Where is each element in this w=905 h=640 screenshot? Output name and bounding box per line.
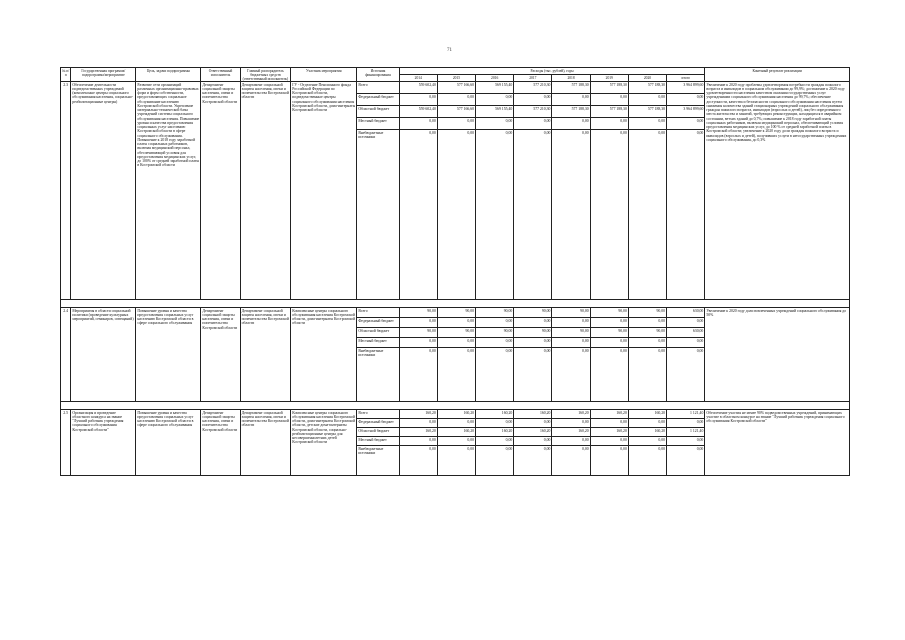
header-year: 2015 — [437, 75, 475, 82]
finance-value: 160,20 — [552, 410, 590, 419]
finance-value: 0,00 — [552, 437, 590, 446]
finance-value: 160,20 — [552, 428, 590, 437]
header-year: 2014 — [399, 75, 437, 82]
finance-value: 0,00 — [399, 94, 437, 106]
program-manager: Департамент социальной защиты населения, опеки и попечительства Костромской области — [240, 308, 291, 402]
finance-value: 0,00 — [437, 348, 475, 402]
finance-source: Областной бюджет — [357, 428, 399, 437]
header-year: 2017 — [514, 75, 552, 82]
table-row — [61, 308, 850, 318]
finance-value: 0,00 — [437, 94, 475, 106]
header-year: 2018 — [552, 75, 590, 82]
finance-total: 630,00 — [667, 308, 705, 318]
finance-value: 0,00 — [476, 419, 514, 428]
finance-total: 1 121,40 — [667, 410, 705, 419]
finance-value: 0,00 — [552, 318, 590, 328]
header-year: 2016 — [476, 75, 514, 82]
header-source: Источник финансирования — [357, 68, 399, 82]
table-row — [61, 410, 850, 419]
program-goal: Повышение уровня и качества предоставления социальных услуг населению Костромской области в сфере социального обслуживания — [136, 308, 201, 402]
finance-value: 0,00 — [399, 446, 437, 476]
row-spacer — [61, 402, 850, 410]
finance-value: 0,00 — [514, 446, 552, 476]
finance-value: 0,00 — [590, 348, 628, 402]
finance-total: 0,00 — [667, 437, 705, 446]
finance-value: 577 188,30 — [590, 82, 628, 94]
finance-value: 0,00 — [476, 94, 514, 106]
finance-total: 0,00 — [667, 419, 705, 428]
program-manager: Департамент социальной защиты населения, опеки и попечительства Костромской области — [240, 410, 291, 476]
finance-value: 0,00 — [590, 94, 628, 106]
finance-value: 0,00 — [399, 118, 437, 130]
finance-value: 577 188,30 — [628, 106, 666, 118]
finance-value: 0,00 — [437, 130, 475, 300]
finance-value: 90,00 — [437, 328, 475, 338]
finance-source: Внебюджетные источники — [357, 446, 399, 476]
finance-total: 1 121,40 — [667, 428, 705, 437]
finance-value: 0,00 — [437, 446, 475, 476]
program-name: Обеспечение деятельности подведомственных учреждений (комплексные центры социального обслуживания населения, социально-реабилитационные центры) — [71, 82, 136, 300]
finance-value: 559 602,40 — [399, 82, 437, 94]
finance-source: Всего — [357, 410, 399, 419]
program-result: Обеспечение участия не менее 90% подведомственных учреждений, принимающих участие в областном конкурсе на звание "Лучший работник учреждения социального обслуживания Костромской области" — [705, 410, 850, 476]
finance-value: 0,00 — [437, 419, 475, 428]
finance-total: 3 964 899,60 — [667, 106, 705, 118]
finance-source: Областной бюджет — [357, 106, 399, 118]
finance-value: 0,00 — [399, 348, 437, 402]
finance-value: 160,20 — [476, 428, 514, 437]
finance-source: Областной бюджет — [357, 328, 399, 338]
finance-value: 160,20 — [590, 410, 628, 419]
header-year: 2020 — [628, 75, 666, 82]
row-spacer-cell — [61, 402, 850, 410]
finance-value: 0,00 — [552, 348, 590, 402]
finance-total: 0,00 — [667, 338, 705, 348]
finance-total: 630,00 — [667, 328, 705, 338]
finance-source: Внебюджетные источники — [357, 348, 399, 402]
finance-value: 0,00 — [476, 318, 514, 328]
finance-value: 90,00 — [437, 308, 475, 318]
finance-source: Внебюджетные источники — [357, 130, 399, 300]
finance-value: 160,20 — [628, 410, 666, 419]
finance-value: 90,00 — [514, 328, 552, 338]
finance-total: 0,00 — [667, 446, 705, 476]
finance-value: 0,00 — [476, 338, 514, 348]
program-result: Увеличение к 2020 году доли вовлеченных учреждений социального обслуживания до 50% — [705, 308, 850, 402]
finance-value: 0,00 — [399, 437, 437, 446]
finance-value: 0,00 — [628, 437, 666, 446]
finance-value: 0,00 — [628, 419, 666, 428]
row-number: 2.4 — [61, 308, 71, 402]
finance-source: Федеральный бюджет — [357, 94, 399, 106]
finance-value: 0,00 — [552, 130, 590, 300]
finance-value: 90,00 — [476, 308, 514, 318]
finance-source: Местный бюджет — [357, 437, 399, 446]
finance-value: 577 188,30 — [552, 82, 590, 94]
finance-value: 160,20 — [628, 428, 666, 437]
header-result: Конечный результат реализации — [705, 68, 850, 82]
finance-value: 577 188,30 — [552, 106, 590, 118]
finance-value: 0,00 — [399, 318, 437, 328]
finance-value: 577 188,30 — [590, 106, 628, 118]
finance-value: 0,00 — [514, 338, 552, 348]
finance-value: 0,00 — [437, 318, 475, 328]
finance-value: 0,00 — [552, 446, 590, 476]
program-name: Мероприятия в области социальной политики (проведение культурных мероприятий, семинаров, совещаний) — [71, 308, 136, 402]
finance-value: 0,00 — [628, 446, 666, 476]
finance-value: 0,00 — [628, 118, 666, 130]
finance-value: 0,00 — [628, 94, 666, 106]
program-goal: Развитие сети организаций различных организационно-правовых форм и форм собственности, предоставляющих социальное обслуживание населению Костромской области. Укрепление материально-технической базы учреждений системы социального обслуживания населения. Повышение уровня и качества предоставления социальных услуг населению Костромской области в сфере социального обслуживания. Повышение к 2018 году заработной платы социальных работников, включая медицинский персонал, обеспечивающий условия для предоставления медицинских услуг, до 100% от средней заработной платы в Костромской области — [136, 82, 201, 300]
header-row — [61, 68, 850, 75]
finance-value: 569 155,40 — [476, 106, 514, 118]
finance-value: 160,20 — [514, 428, 552, 437]
row-number: 2.5 — [61, 410, 71, 476]
finance-value: 160,20 — [476, 410, 514, 419]
finance-total: 0,00 — [667, 118, 705, 130]
finance-value: 0,00 — [590, 419, 628, 428]
finance-value: 0,00 — [514, 118, 552, 130]
finance-total: 0,00 — [667, 130, 705, 300]
finance-value: 0,00 — [628, 348, 666, 402]
row-number: 2.3 — [61, 82, 71, 300]
finance-value: 160,20 — [514, 410, 552, 419]
page-number: 71 — [447, 48, 452, 53]
program-result: Увеличение к 2020 году проблемы удовлетворения потребности граждан пожилого возраста и инвалидов в социальном обслуживании до 99,9%; достижение к 2020 году удовлетворенности населения качеством оказания государственных услуг учреждениями социального обслуживания населения до 99,7%; обеспечение доступности, качества и безопасности социального обслуживания населения путем снижения количества зданий стационарных учреждений социального обслуживания граждан пожилого возраста, инвалидов (взрослых и детей), лиц без определенного места жительства и занятий, требующих реконструкции, находящихся в аварийном состоянии, ветхих зданий до 0,7%; повышение к 2018 году заработной платы социальных работников, включая медицинский персонал, обеспечивающий условия предоставления медицинских услуг, до 100 % от средней заработной платы в Костромской области; увеличение к 2020 году доли граждан пожилого возраста и инвалидов (взрослых и детей), получивших услуги в негосударственных учреждениях социального обслуживания, до 0,3% — [705, 82, 850, 300]
finance-value: 0,00 — [514, 348, 552, 402]
finance-value: 559 602,40 — [399, 106, 437, 118]
finance-value: 160,20 — [437, 410, 475, 419]
finance-value: 0,00 — [437, 118, 475, 130]
finance-value: 0,00 — [514, 318, 552, 328]
finance-value: 577 210,30 — [514, 106, 552, 118]
finance-value: 0,00 — [552, 118, 590, 130]
finance-value: 0,00 — [476, 348, 514, 402]
program-executor: Департамент социальной защиты населения, опеки и попечительства Костромской области — [201, 308, 240, 402]
finance-value: 160,20 — [399, 410, 437, 419]
header-executor: Ответственный исполнитель — [201, 68, 240, 82]
finance-value: 0,00 — [590, 437, 628, 446]
table-row — [61, 82, 850, 94]
finance-value: 0,00 — [437, 338, 475, 348]
header-year: 2019 — [590, 75, 628, 82]
finance-value: 90,00 — [628, 328, 666, 338]
finance-total: 3 964 899,60 — [667, 82, 705, 94]
finance-value: 0,00 — [628, 318, 666, 328]
finance-value: 0,00 — [590, 318, 628, 328]
header-program: Государственная программа/подпрограмма/мероприятие — [71, 68, 136, 82]
finance-value: 0,00 — [628, 130, 666, 300]
finance-total: 0,00 — [667, 318, 705, 328]
finance-value: 90,00 — [476, 328, 514, 338]
program-name: Организация и проведение областного конкурса на звание "Лучший работник учреждения социального обслуживания Костромской области" — [71, 410, 136, 476]
finance-total: 0,00 — [667, 348, 705, 402]
finance-value: 0,00 — [552, 94, 590, 106]
finance-value: 0,00 — [399, 130, 437, 300]
header-total: итого — [667, 75, 705, 82]
finance-value: 0,00 — [552, 419, 590, 428]
finance-source: Федеральный бюджет — [357, 318, 399, 328]
row-spacer — [61, 300, 850, 308]
finance-value: 569 155,40 — [476, 82, 514, 94]
finance-value: 0,00 — [590, 118, 628, 130]
program-executor: Департамент социальной защиты населения, опеки и попечительства Костромской области — [201, 410, 240, 476]
row-spacer-cell — [61, 300, 850, 308]
finance-value: 160,20 — [590, 428, 628, 437]
finance-value: 0,00 — [590, 130, 628, 300]
finance-value: 0,00 — [476, 446, 514, 476]
program-goal: Повышение уровня и качества предоставления социальных услуг населению Костромской области в сфере социального обслуживания — [136, 410, 201, 476]
finance-value: 0,00 — [552, 338, 590, 348]
finance-value: 90,00 — [552, 308, 590, 318]
finance-value: 0,00 — [399, 338, 437, 348]
finance-source: Всего — [357, 308, 399, 318]
program-participants: Комплексные центры социального обслуживания населения Костромской области, дома-интернаты Костромской области, детские дома-интернаты Костромской области, социально-реабилитационные центры для несовершеннолетних детей Костромской области — [291, 410, 357, 476]
header-manager: Главный распорядитель бюджетных средств (ответственный исполнитель) — [240, 68, 291, 82]
finance-value: 0,00 — [476, 118, 514, 130]
finance-source: Всего — [357, 82, 399, 94]
program-participants: ГУ - Отделение Пенсионного фонда Российской Федерации по Костромской области, подведомственные центры социального обслуживания населения Костромской области, дома-интернаты Костромской области — [291, 82, 357, 300]
finance-value: 90,00 — [399, 328, 437, 338]
finance-value: 90,00 — [590, 328, 628, 338]
finance-value: 90,00 — [552, 328, 590, 338]
header-goal: Цель, задачи подпрограммы — [136, 68, 201, 82]
program-manager: Департамент социальной защиты населения, опеки и попечительства Костромской области — [240, 82, 291, 300]
finance-value: 160,20 — [399, 428, 437, 437]
finance-source: Местный бюджет — [357, 338, 399, 348]
finance-value: 577 210,30 — [514, 82, 552, 94]
program-table — [60, 67, 850, 476]
finance-value: 0,00 — [476, 437, 514, 446]
finance-source: Федеральный бюджет — [357, 419, 399, 428]
finance-value: 90,00 — [514, 308, 552, 318]
finance-value: 0,00 — [399, 419, 437, 428]
header-expenses: Расходы (тыс. рублей), годы — [399, 68, 705, 75]
finance-total: 0,00 — [667, 94, 705, 106]
finance-value: 90,00 — [628, 308, 666, 318]
finance-value: 0,00 — [437, 437, 475, 446]
header-num: № п/п — [61, 68, 71, 82]
finance-value: 0,00 — [590, 446, 628, 476]
finance-value: 0,00 — [590, 338, 628, 348]
header-participants: Участник мероприятия — [291, 68, 357, 82]
finance-value: 90,00 — [590, 308, 628, 318]
program-participants: Комплексные центры социального обслуживания населения Костромской области, дома-интернаты Костромской области — [291, 308, 357, 402]
finance-value: 90,00 — [399, 308, 437, 318]
finance-value: 0,00 — [628, 338, 666, 348]
finance-value: 0,00 — [514, 419, 552, 428]
finance-value: 0,00 — [514, 94, 552, 106]
finance-source: Местный бюджет — [357, 118, 399, 130]
program-executor: Департамент социальной защиты населения, опеки и попечительства Костромской области — [201, 82, 240, 300]
finance-value: 160,20 — [437, 428, 475, 437]
finance-value: 0,00 — [514, 437, 552, 446]
finance-value: 0,00 — [514, 130, 552, 300]
finance-value: 577 188,30 — [628, 82, 666, 94]
finance-value: 577 166,60 — [437, 82, 475, 94]
finance-value: 0,00 — [476, 130, 514, 300]
finance-value: 577 166,60 — [437, 106, 475, 118]
